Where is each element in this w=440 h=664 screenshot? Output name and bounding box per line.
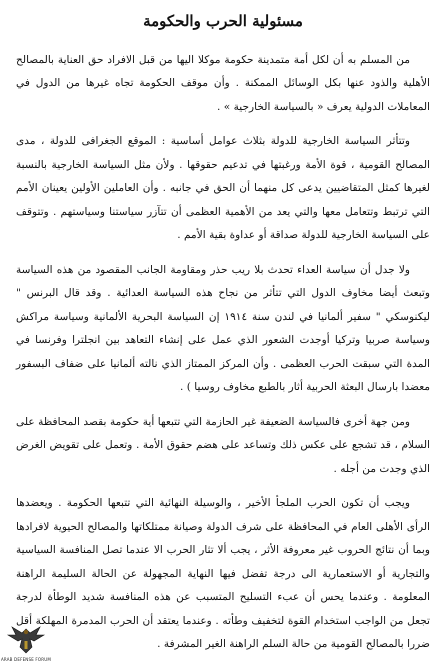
paragraph-3: ولا جدل أن سياسة العداء تحدث بلا ريب حذر ومقاومة الجانب المقصود من هذه السياسة وتبعث أيضا مخاوف الدول التي تتأثر من نجاح هذه السياسة العدائية . وقد قال البرنس " ليكنوسكي " سفير ألمانيا في لندن سنة ١٩١٤ إن السياسة البحرية الألمانية وسياسة مراكش وسياسة صربيا وتركيا أوجدت الشعور الذي عمل على إنشاء التعاهد بين انجلترا وفرنسا في المدة التي سبقت الحرب العظمى . وأن المركز الممتاز الذي نالته ألمانيا على ضفاف البسفور معضدا بارسال البعثة الحربية أثار بالطبع مخاوف روسيا ) .	[16, 263, 430, 393]
page-title: مسئولية الحرب والحكومة	[143, 12, 303, 30]
forum-watermark	[2, 616, 50, 662]
paragraph-2: وتتأثر السياسة الخارجية للدولة بثلاث عوامل أساسية : الموقع الجغرافى للدولة ، مدى المصالح القومية ، قوة الأمة ورغبتها في تدعيم حقوقها . ولأن مثل السياسة الخارجية بالنسبة لغيرها كمثل المتقاضيين يدعى كل منهما أن الحق في جانبه . وأن العاملين الأولين يعينان الأمم التي ترتبط وتتعامل معها والتي يعد من الأهمية العظمى أن تتآزر سياستنا وسياستهم . وتتوقف على السياسة الخارجية للدولة صداقة أو عداوة بقية الأمم .	[16, 135, 430, 241]
paragraph-4: ومن جهة أخرى فالسياسة الضعيفة غير الحازمة التي تتبعها أية حكومة بقصد المحافظة على السلام ، قد تشجع على عكس ذلك وتساعد على هضم حقوق الأمة . وتعمل على تقويض الغرض الذي وجدت من أجله .	[16, 415, 430, 475]
watermark-caption: ARAB DEFENSE FORUM	[0, 657, 52, 662]
paragraph-1: من المسلم به أن لكل أمة متمدينة حكومة موكلا اليها من قبل الافراد حق العناية بالمصالح الأهلية والذود عنها بكل الوسائل الممكنة . وأن موقف الحكومة تجاه غيرها من الدول في المعاملات الدولية يعرف « بالسياسة الخارجية » .	[16, 53, 430, 113]
paragraph-5: ويجب أن تكون الحرب الملجأ الأخير ، والوسيلة النهائية التي تتبعها الحكومة . ويعضدها الرأى الأهلى العام في المحافظة على شرف الدولة وصيانة ممتلكاتها والمصالح الحيوية لافرادها وبما أن نتائج الحروب غير معروفة الأثر ، يجب ألا تثار الحرب الا عندما تصل المنافسة السياسية والتجارية أو الاستعمارية الى درجة تفضل فيها النهاية المجهولة عن الحالة السليمة الراهنة المعلومة . وعندما يحس أن عبء التسليح المتسبب عن هذه المنافسة شديد الوطأة لدرجة تجعل من الواجب استخدام القوة لتخفيف وطأته . وعندما يعتقد أن الحرب المدمرة المهلكة أقل ضررا بالمصالح القومية من حالة السلم الراهنة الغير المشرفة .	[16, 497, 430, 650]
eagle-emblem-icon	[6, 623, 46, 657]
